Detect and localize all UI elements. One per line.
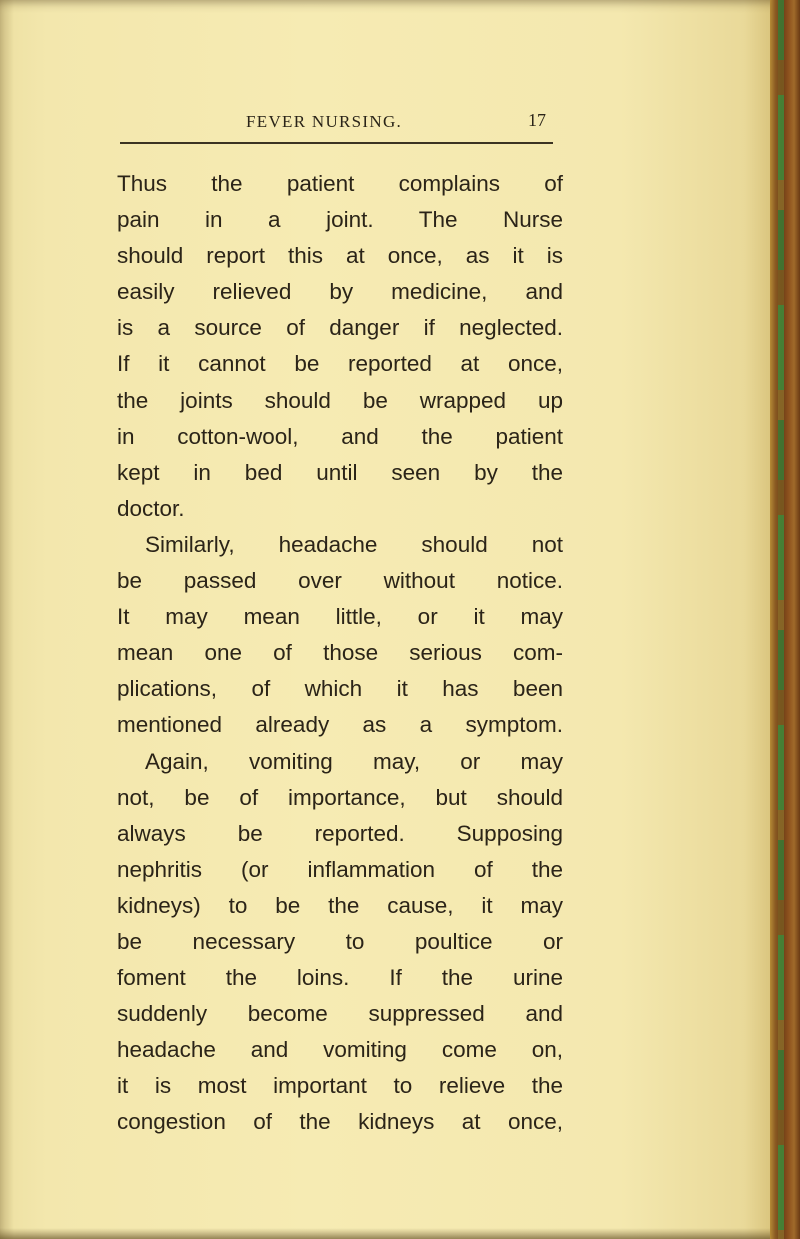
text-line: It may mean little, or it may bbox=[117, 604, 563, 630]
text-line: foment the loins. If the urine bbox=[117, 965, 563, 991]
text-line: in cotton-wool, and the patient bbox=[117, 423, 563, 449]
text-line: suddenly become suppressed and bbox=[117, 1001, 563, 1027]
text-line: is a source of danger if neglected. bbox=[117, 315, 563, 341]
text-line: congestion of the kidneys at once, bbox=[117, 1109, 563, 1135]
text-line: headache and vomiting come on, bbox=[117, 1037, 563, 1063]
text-line: If it cannot be reported at once, bbox=[117, 351, 563, 377]
book-cover-edge bbox=[770, 0, 800, 1239]
text-line: it is most important to relieve the bbox=[117, 1073, 563, 1099]
text-line: plications, of which it has been bbox=[117, 676, 563, 702]
text-line: Similarly, headache should not bbox=[145, 531, 563, 557]
text-line: doctor. bbox=[117, 495, 185, 521]
running-head: FEVER NURSING. bbox=[246, 112, 403, 131]
text-line: mentioned already as a symptom. bbox=[117, 712, 563, 738]
text-line: be necessary to poultice or bbox=[117, 928, 563, 954]
text-line: always be reported. Supposing bbox=[117, 820, 563, 846]
text-line: kept in bed until seen by the bbox=[117, 459, 563, 485]
text-line: be passed over without notice. bbox=[117, 568, 563, 594]
text-line: the joints should be wrapped up bbox=[117, 387, 563, 413]
text-line: easily relieved by medicine, and bbox=[117, 279, 563, 305]
page-bottom-shadow bbox=[0, 1228, 775, 1239]
text-line: nephritis (or inflammation of the bbox=[117, 856, 563, 882]
body-text bbox=[117, 166, 563, 1141]
text-line: kidneys) to be the cause, it may bbox=[117, 892, 563, 918]
page-gutter-shadow bbox=[0, 0, 14, 1239]
text-line: pain in a joint. The Nurse bbox=[117, 207, 563, 233]
page-number: 17 bbox=[528, 110, 546, 130]
header-rule bbox=[120, 142, 553, 144]
book-cover-edge-stripe bbox=[778, 0, 784, 1239]
text-line: should report this at once, as it is bbox=[117, 243, 563, 269]
text-line: Thus the patient complains of bbox=[117, 171, 563, 196]
text-line: Again, vomiting may, or may bbox=[145, 748, 563, 774]
text-line: not, be of importance, but should bbox=[117, 784, 563, 810]
text-line: mean one of those serious com- bbox=[117, 640, 563, 666]
